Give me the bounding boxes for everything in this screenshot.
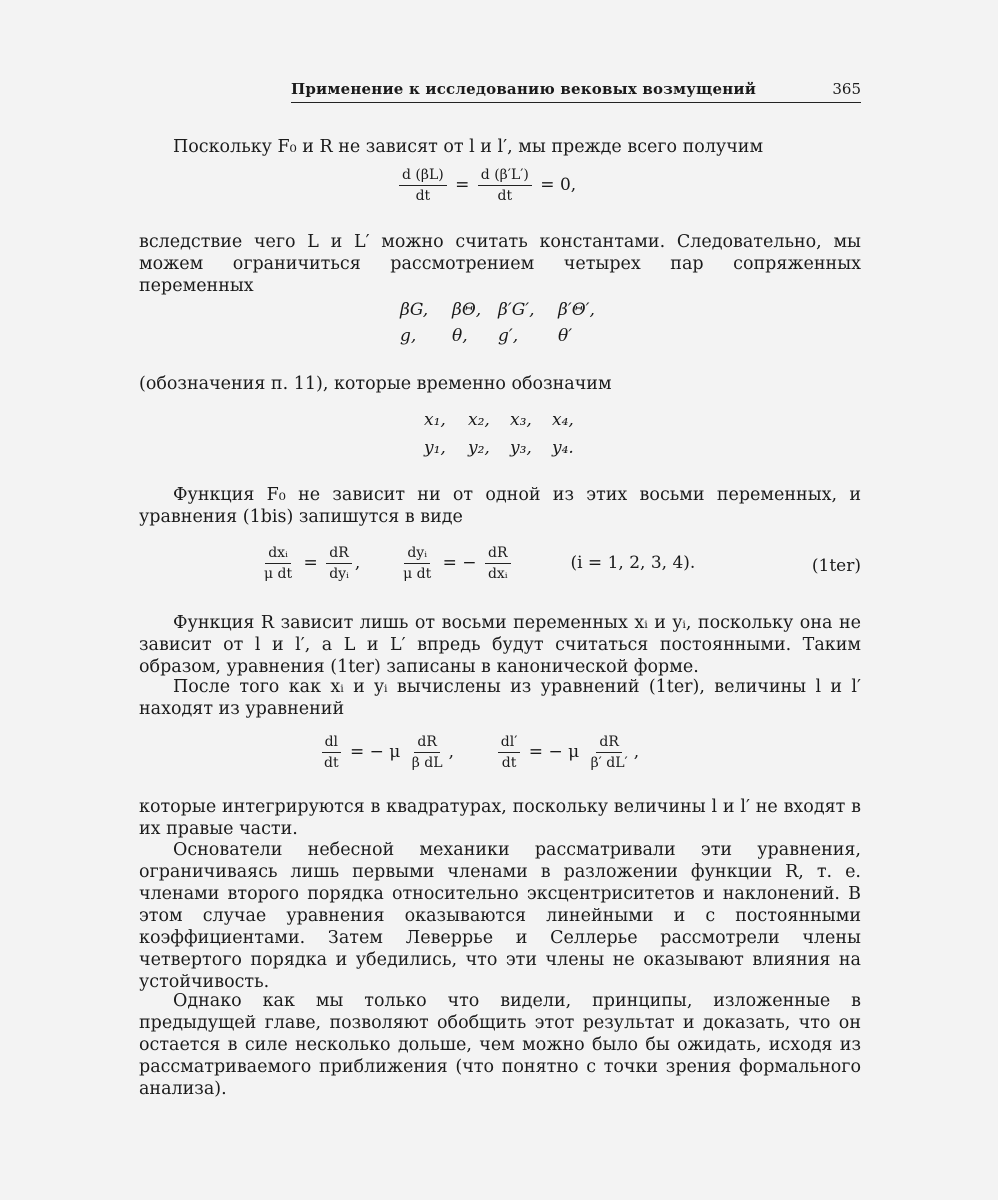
paragraph-4: Функция F₀ не зависит ни от одной из этих восьми переменных, и уравнения (1bis) запишутся в виде <box>139 485 861 527</box>
paragraph-2: вследствие чего L и L′ можно считать константами. Следовательно, мы можем ограничиться рассмотрением четырех пар сопряженных переменных <box>139 232 861 296</box>
equation-1: $\frac{d (\beta L)}{dt}$ = $\frac{d (\beta'L')}{dt}$ = 0, <box>396 166 576 205</box>
equation-1ter: $\frac{\text{dxᵢ}}{\text{μ dt}}$ = $\frac{dR}{\text{dyᵢ}}$ , $\frac{\text{dyᵢ}}{\text{μ dt}}$ = − $\frac{dR}{\text{dxᵢ}}$ (i = 1, 2, 3, 4). <box>264 545 696 582</box>
paragraph-7: которые интегрируются в квадратурах, поскольку величины l и l′ не входят в их правые части. <box>139 797 861 839</box>
paragraph-3: (обозначения п. 11), которые временно обозначим <box>139 374 612 394</box>
paragraph-9: Однако как мы только что видели, принципы, изложенные в предыдущей главе, позволяют обобщить этот результат и доказать, что он остается в силе несколько дольше, чем можно было бы ожидать, исходя из рассматриваемого приближения (что понятно с точки зрения формального анализа). <box>139 991 861 1099</box>
equation-label-1ter: (1ter) <box>811 556 861 576</box>
page-number: 365 <box>832 80 861 98</box>
paragraph-6: После того как xᵢ и yᵢ вычислены из уравнений (1ter), величины l и l′ находят из уравнений <box>139 677 861 719</box>
equation-l: $\frac{dl}{dt}$ = − μ $\frac{dR}{\text{β dL}}$ , $\frac{dl'}{dt}$ = − μ $\frac{dR}{\beta' dL'}$ , <box>318 733 639 772</box>
variables-array: βG, βΘ, β′G′, β′Θ′, g, θ, g′, θ′ <box>400 300 595 346</box>
xy-array: x₁, x₂, x₃, x₄, y₁, y₂, y₃, y₄. <box>424 410 574 458</box>
paragraph-1: Поскольку F₀ и R не зависят от l и l′, мы прежде всего получим <box>173 137 764 157</box>
paragraph-8: Основатели небесной механики рассматривали эти уравнения, ограничиваясь лишь первыми членами в разложении функции R, т. е. членами второго порядка относительно эксцентриситетов и наклонений. В этом случае уравнения оказываются линейными и с постоянными коэффициентами. Затем Леверрье и Селлерье рассмотрели члены четвертого порядка и убедились, что эти члены не оказывают влияния на устойчивость. <box>139 840 861 992</box>
paragraph-5: Функция R зависит лишь от восьми переменных xᵢ и yᵢ, поскольку она не зависит от l и l′, а L и L′ впредь будут считаться постоянными. Таким образом, уравнения (1ter) записаны в канонической форме. <box>139 613 861 677</box>
running-header <box>291 78 861 103</box>
header-title: Применение к исследованию вековых возмущений <box>291 80 757 98</box>
